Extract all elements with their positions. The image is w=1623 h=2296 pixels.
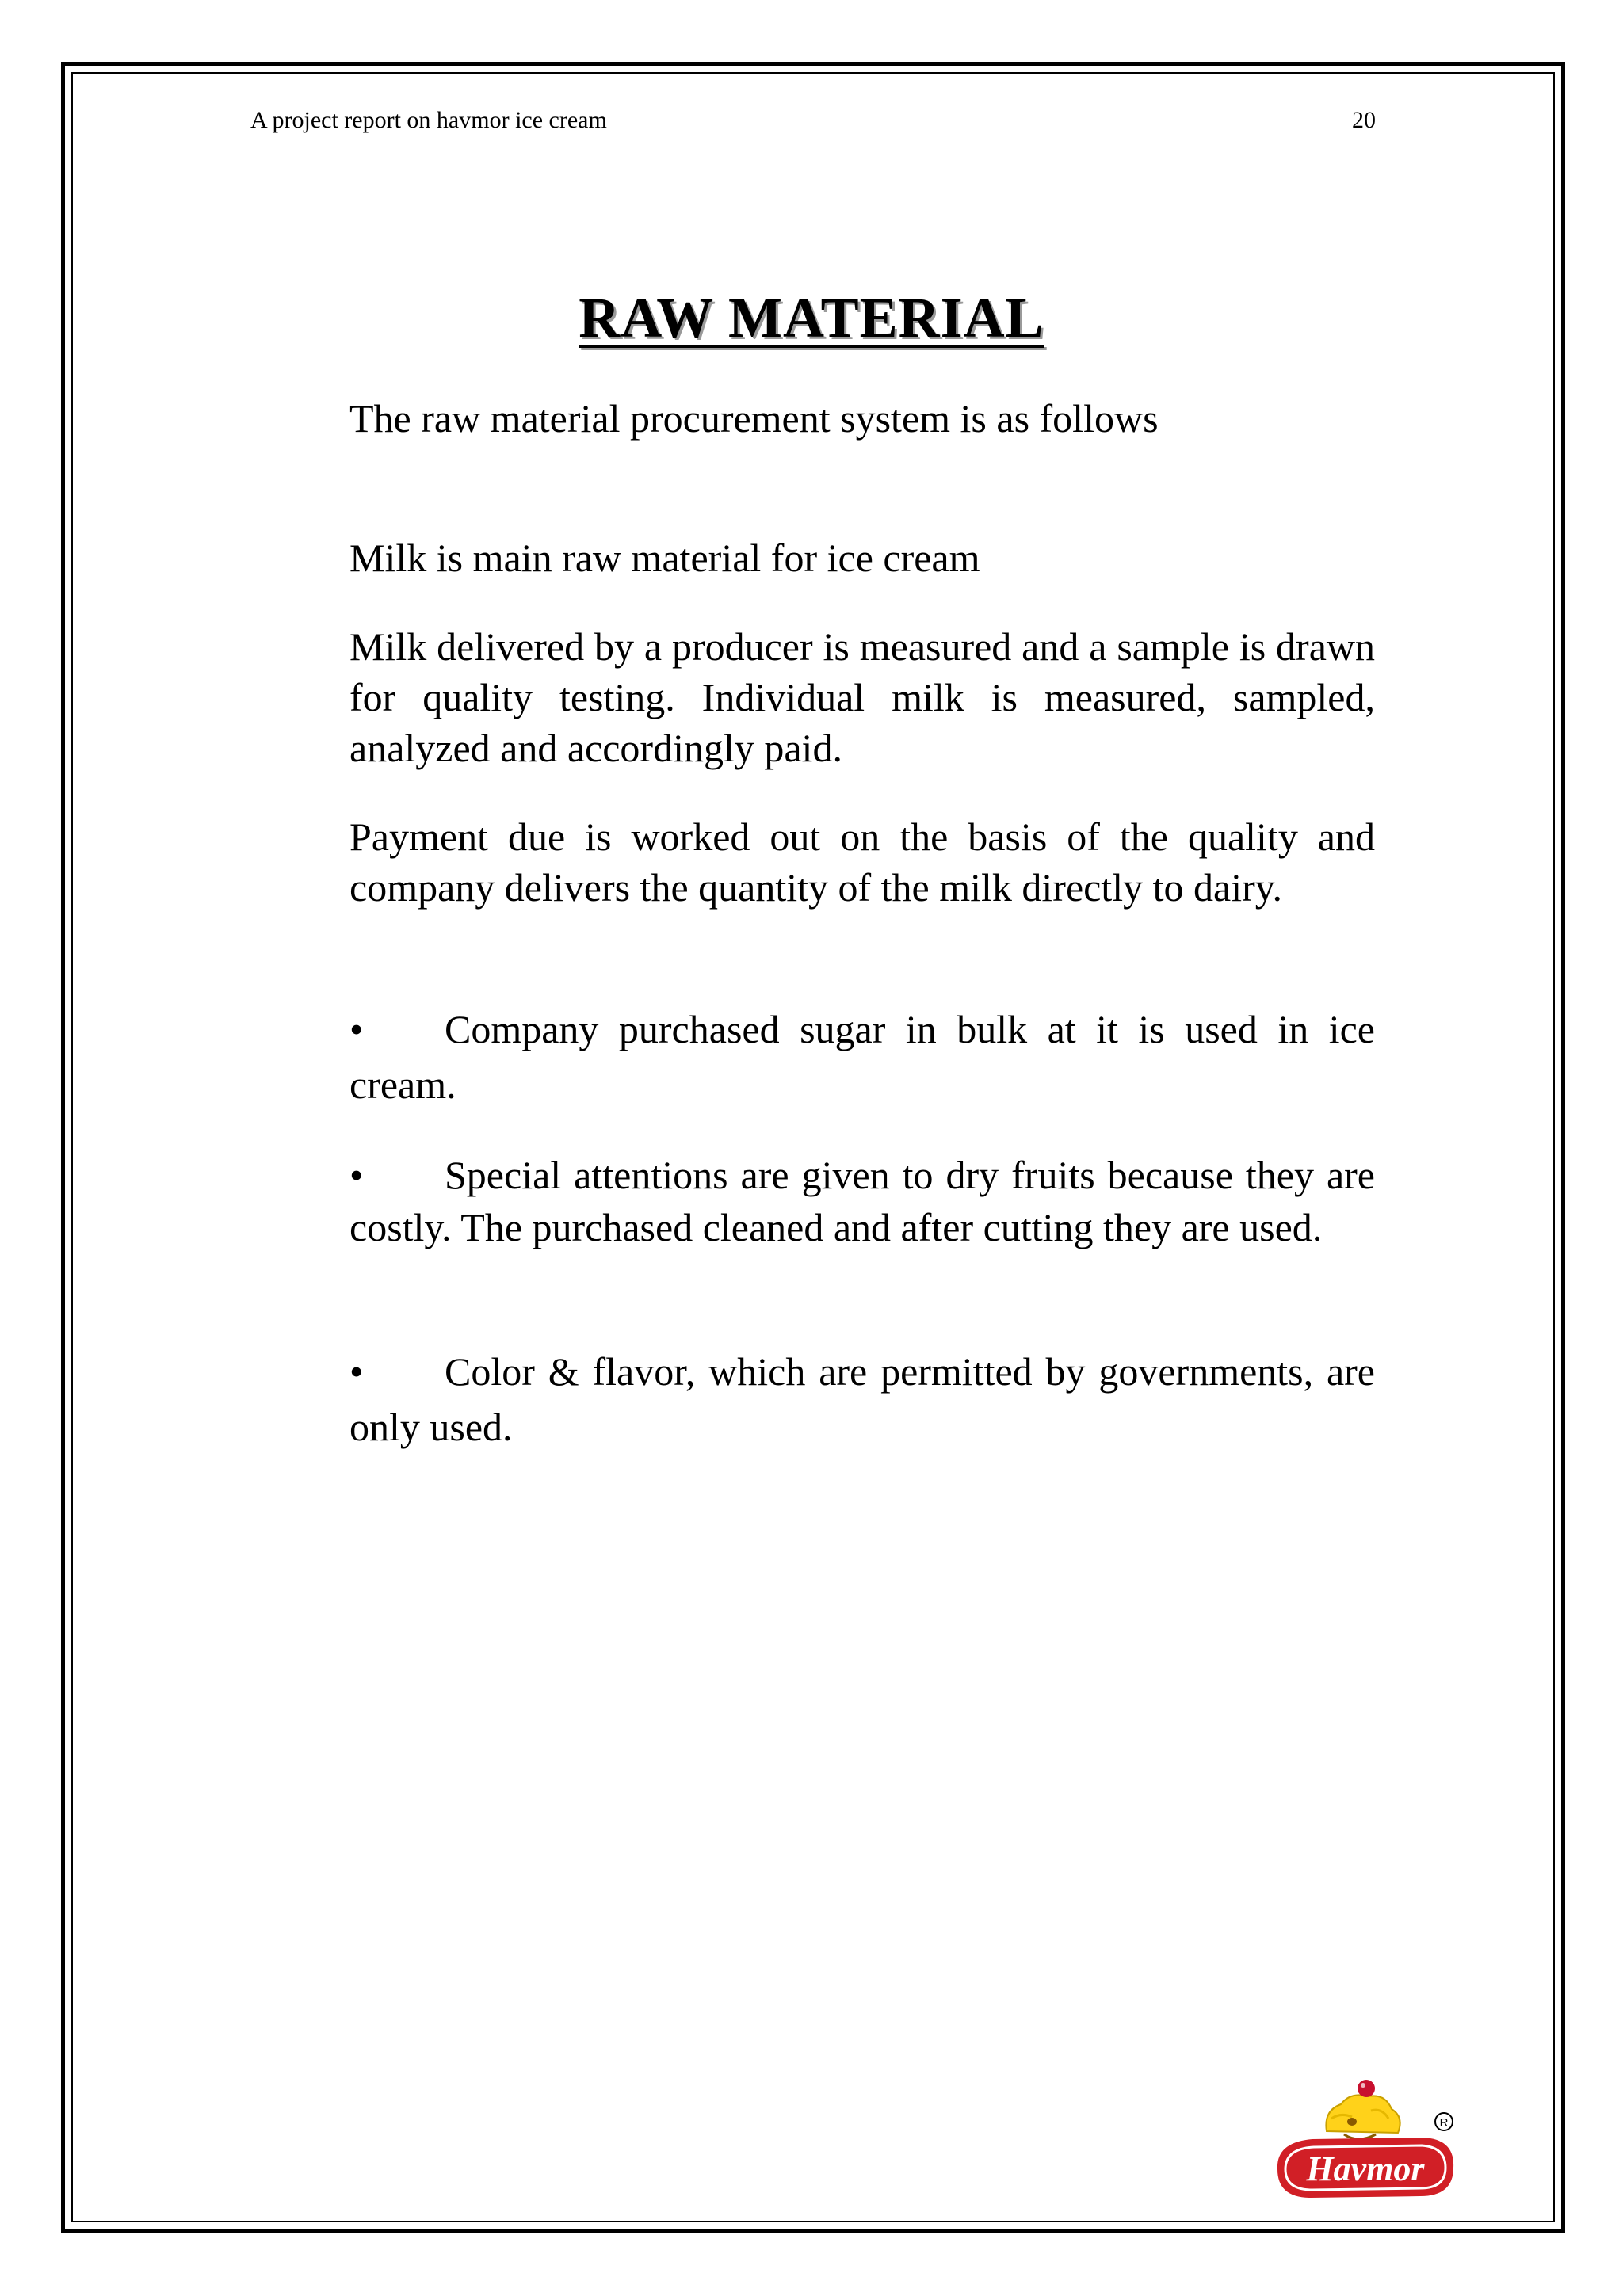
paragraph-milk-delivery: Milk delivered by a producer is measured and a sample is drawn for quality testing. Individual milk is measured, sampled, analyzed and accordingly paid. (349, 624, 1375, 770)
paragraph-milk-main: Milk is main raw material for ice cream (349, 536, 980, 580)
bullet-icon: • (349, 1153, 364, 1197)
bullet-icon: • (349, 1007, 364, 1051)
page-title: RAW MATERIAL (579, 286, 1044, 349)
havmor-logo (1265, 2076, 1463, 2203)
bullet-icon: • (349, 1349, 364, 1394)
running-header: A project report on havmor ice cream (250, 107, 607, 133)
bullet-item-color-flavor (349, 1344, 1375, 1455)
bullet-text: Color & flavor, which are permitted by governments, are only used. (349, 1349, 1375, 1449)
ice-cream-icon (1326, 2080, 1400, 2139)
bullet-item-sugar (349, 1001, 1375, 1112)
paragraph-payment: Payment due is worked out on the basis of the quality and company delivers the quantity of the milk directly to dairy. (349, 814, 1375, 910)
bullet-text: Company purchased sugar in bulk at it is used in ice cream. (349, 1007, 1375, 1107)
logo-wordmark: Havmor (1306, 2149, 1425, 2188)
page-number: 20 (1352, 107, 1376, 133)
registered-mark: R (1439, 2116, 1449, 2130)
bullet-text: Special attentions are given to dry fruits because they are costly. The purchased cleaned and after cutting they are used. (349, 1153, 1375, 1249)
paragraph-intro: The raw material procurement system is as follows (349, 396, 1159, 441)
bullet-item-dry-fruits (349, 1149, 1375, 1253)
